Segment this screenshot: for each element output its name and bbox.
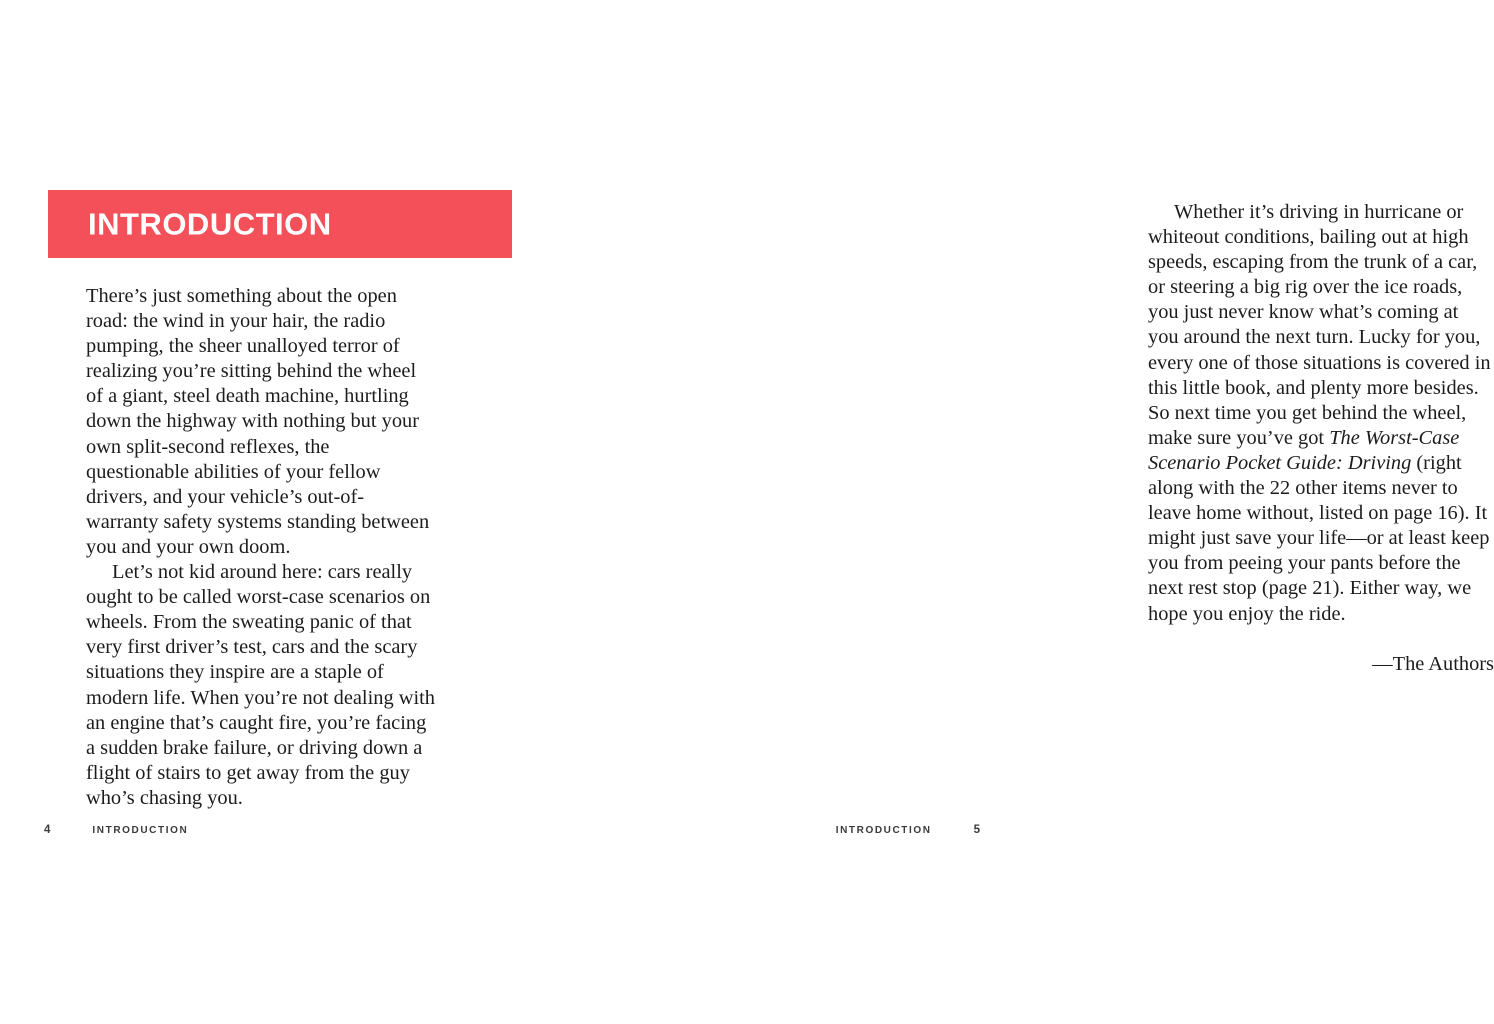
author-signature: —The Authors (1372, 652, 1494, 675)
page-number: 5 (973, 824, 980, 836)
page-right (512, 0, 1494, 1024)
body-text-column-left (86, 284, 436, 811)
chapter-title-banner (48, 190, 512, 258)
chapter-title-text: INTRODUCTION (88, 206, 332, 242)
paragraph: Let’s not kid around here: cars really ought to be called worst-case scenarios on wheels. From the sweating panic of that very first driver’s test, cars and the scary situations they inspire are a staple of modern life. When you’re not dealing with an engine that’s caught fire, you’re facing a sudden brake failure, or driving down a flight of stairs to get away from the guy who’s chasing you. (86, 561, 436, 809)
body-text-column-right (1148, 200, 1494, 677)
referenced-book-title: The Worst-Case Scenario Pocket Guide: Driving (1148, 426, 1460, 474)
page-footer-left (44, 824, 188, 836)
page-number: 4 (44, 824, 51, 836)
paragraph-text-before-title: Whether it’s driving in hurricane or whiteout conditions, bailing out at high speeds, escaping from the trunk of a car, or steering a big rig over the ice roads, you just never know what’s coming at you around the next turn. Lucky for you, every one of those situations is covered in this little book, and plenty more besides. So next time you get behind the wheel, make sure you’ve got (1148, 201, 1491, 449)
page-footer-right (836, 824, 980, 836)
paragraph: There’s just something about the open road: the wind in your hair, the radio pumping, the sheer unalloyed terror of realizing you’re sitting behind the wheel of a giant, steel death machine, hurtling down the highway with nothing but your own split-second reflexes, the questionable abilities of your fellow drivers, and your vehicle’s out-of-warranty safety systems standing between you and your own doom. (86, 285, 430, 558)
page-left (0, 0, 512, 1024)
paragraph (1148, 200, 1494, 627)
running-head: INTRODUCTION (835, 825, 932, 836)
paragraph-text-after-title: (right along with the 22 other items never to leave home without, listed on page 16). It might just save your life—or at least keep you from peeing your pants before the next rest stop (page 21). Either way, we hope you enjoy the ride. (1148, 451, 1490, 625)
running-head: INTRODUCTION (92, 825, 189, 836)
